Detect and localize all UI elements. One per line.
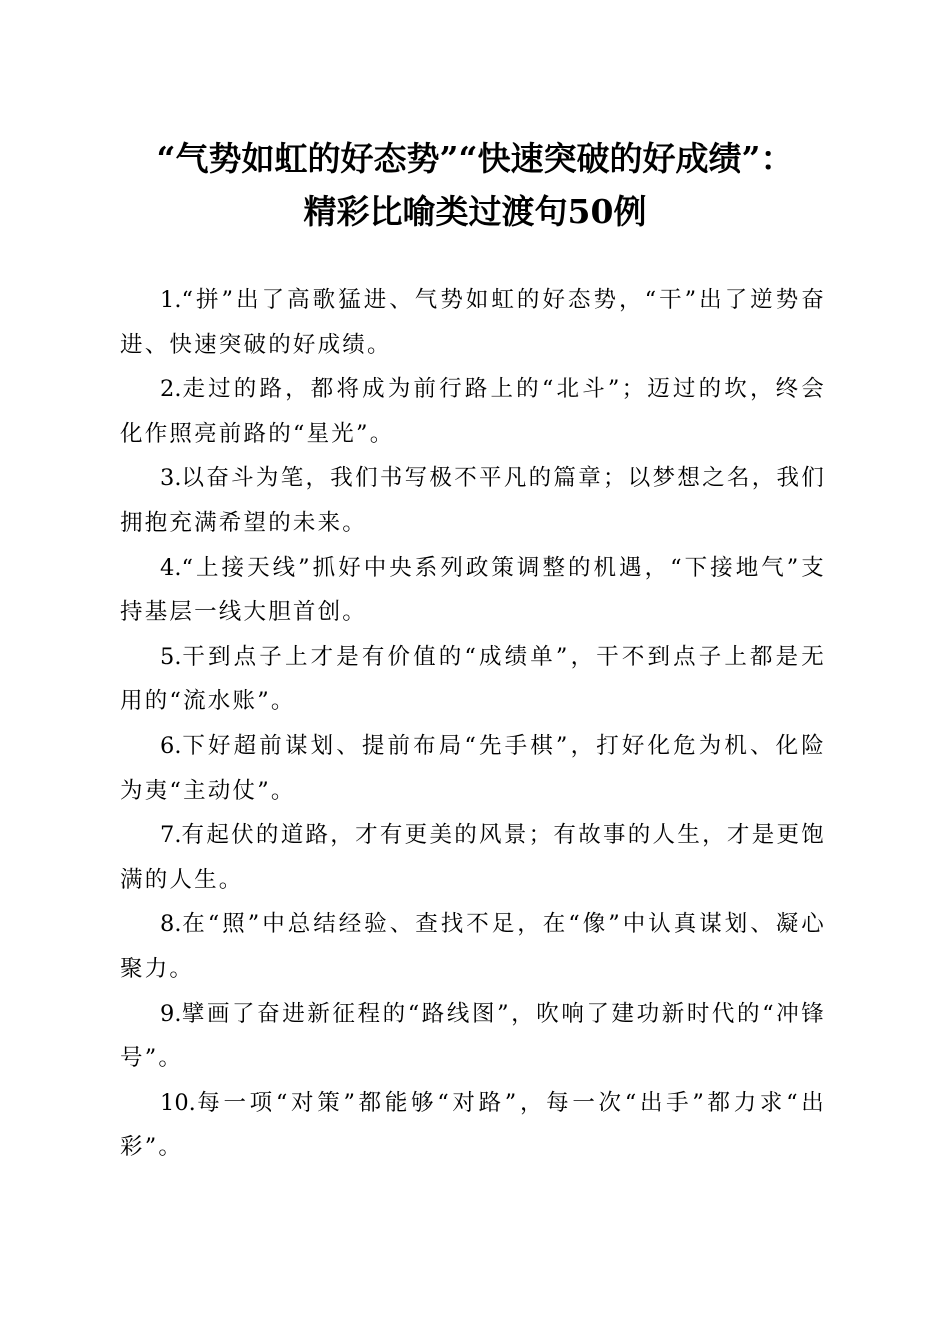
title-line-2: 精彩比喻类过渡句50例 [303, 192, 647, 231]
list-item [120, 456, 826, 545]
item-number: 4. [160, 554, 182, 581]
list-item [120, 367, 826, 456]
item-number: 10. [160, 1089, 196, 1116]
document-title [100, 132, 850, 238]
list-item [120, 902, 826, 991]
list-item [120, 813, 826, 902]
document-body [120, 278, 826, 1170]
item-number: 2. [160, 376, 182, 403]
list-item [120, 992, 826, 1081]
item-number: 6. [160, 732, 182, 759]
item-text: 擘画了奋进新征程的“路线图”，吹响了建功新时代的“冲锋号”。 [120, 1000, 826, 1072]
list-item [120, 635, 826, 724]
item-number: 7. [160, 822, 182, 849]
list-item [120, 724, 826, 813]
item-text: 走过的路，都将成为前行路上的“北斗”；迈过的坎，终会化作照亮前路的“星光”。 [120, 376, 826, 447]
title-line-1: “气势如虹的好态势”“快速突破的好成绩”： [156, 139, 794, 178]
item-text: 下好超前谋划、提前布局“先手棋”，打好化危为机、化险为夷“主动仗”。 [120, 732, 826, 804]
item-text: 每一项“对策”都能够“对路”，每一次“出手”都力求“出彩”。 [120, 1089, 826, 1161]
item-text: “拼”出了高歌猛进、气势如虹的好态势，“干”出了逆势奋进、快速突破的好成绩。 [120, 287, 826, 358]
item-number: 9. [160, 1000, 182, 1027]
item-text: 有起伏的道路，才有更美的风景；有故事的人生，才是更饱满的人生。 [120, 822, 826, 893]
list-item [120, 1081, 826, 1170]
item-text: 在“照”中总结经验、查找不足，在“像”中认真谋划、凝心聚力。 [120, 911, 826, 982]
item-text: “上接天线”抓好中央系列政策调整的机遇，“下接地气”支持基层一线大胆首创。 [120, 554, 826, 626]
item-number: 8. [160, 911, 182, 938]
item-text: 干到点子上才是有价值的“成绩单”，干不到点子上都是无用的“流水账”。 [120, 643, 826, 715]
item-number: 1. [160, 287, 182, 313]
list-item [120, 546, 826, 635]
item-number: 3. [160, 465, 182, 492]
item-text: 以奋斗为笔，我们书写极不平凡的篇章；以梦想之名，我们拥抱充满希望的未来。 [120, 465, 826, 536]
list-item [120, 278, 826, 367]
item-number: 5. [160, 643, 182, 670]
